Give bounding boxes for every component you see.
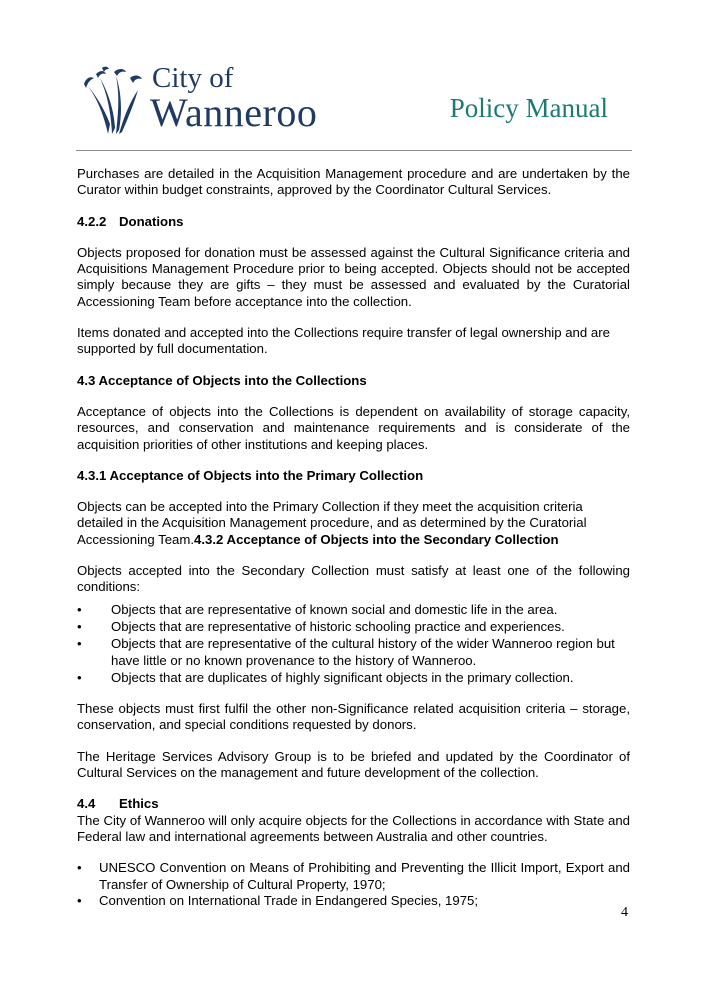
logo-city-text: City of [152, 62, 234, 94]
heading-number: 4.2.2 [77, 213, 107, 229]
heading-donations [77, 214, 630, 230]
logo-wanneroo-text: Wanneroo [150, 90, 318, 135]
document-body [77, 166, 630, 924]
heading-acceptance: 4.3 Acceptance of Objects into the Collections [77, 372, 367, 388]
secondary-conditions-list [77, 602, 630, 686]
heading-number: 4.4 [77, 796, 96, 812]
heading-secondary-collection: 4.3.2 Acceptance of Objects into the Secondary Collection [194, 531, 559, 547]
bullet-icon: • [77, 618, 82, 634]
list-item: • Objects that are representative of known social and domestic life in the area. [77, 601, 558, 617]
bullet-icon: • [77, 601, 82, 617]
heading-text: Donations [119, 213, 184, 229]
document-title: Policy Manual [449, 93, 608, 123]
paragraph-secondary-intro: Objects accepted into the Secondary Collection must satisfy at least one of the following conditions: [77, 563, 630, 595]
paragraph-heritage-group: The Heritage Services Advisory Group is to be briefed and updated by the Coordinator of Cultural Services on the management and future development of the collection. [77, 748, 630, 781]
list-item: • Convention on International Trade in Endangered Species, 1975; [77, 892, 479, 908]
bullet-icon: • [77, 892, 82, 908]
bullet-icon: • [77, 860, 82, 876]
list-item: • Objects that are representative of historic schooling practice and experiences. [77, 618, 565, 634]
paragraph-donations-criteria: Objects proposed for donation must be assessed against the Cultural Significance criteria and Acquisitions Management Procedure prior to being accepted. Objects should not be accepted simply because they are gifts – they must be assessed and evaluated by the Curatorial Accessioning Team before acceptance into the collection. [77, 244, 630, 309]
page-number: 4 [621, 905, 628, 920]
bullet-icon: • [77, 636, 82, 652]
paragraph-donations-ownership: Items donated and accepted into the Collections require transfer of legal ownership and are supported by full documentation. [77, 325, 610, 357]
primary-collection-text: Objects can be accepted into the Primary Collection if they meet the acquisition criteria detailed in the Acquisition Management procedure, and as determined by the Curatorial Accessioning Team. [77, 499, 587, 547]
heading-ethics [77, 796, 630, 812]
list-item: • UNESCO Convention on Means of Prohibiting and Preventing the Illicit Import, Export and Transfer of Ownership of Cultural Property, 1970; [77, 860, 630, 892]
heading-primary-collection: 4.3.1 Acceptance of Objects into the Primary Collection [77, 467, 424, 483]
ethics-conventions-list [77, 860, 630, 909]
header-divider [76, 150, 632, 151]
paragraph-ethics: The City of Wanneroo will only acquire objects for the Collections in accordance with State and Federal law and international agreements between Australia and other countries. [77, 812, 630, 844]
bullet-icon: • [77, 669, 82, 685]
list-item: • Objects that are duplicates of highly significant objects in the primary collection. [77, 669, 574, 685]
wanneroo-logo-icon [78, 64, 150, 136]
paragraph-purchases: Purchases are detailed in the Acquisition Management procedure and are undertaken by the Curator within budget constraints, approved by the Coordinator Cultural Services. [77, 166, 630, 198]
list-item: • Objects that are representative of the cultural history of the wider Wanneroo region but have little or no known provenance to the history of Wanneroo. [77, 636, 615, 668]
paragraph-acceptance: Acceptance of objects into the Collections is dependent on availability of storage capacity, resources, and conservation and maintenance requirements and is considerate of the acquisition priorities of other institutions and keeping places. [77, 403, 630, 452]
paragraph-non-significance: These objects must first fulfil the other non-Significance related acquisition criteria – storage, conservation, and special conditions requested by donors. [77, 701, 630, 733]
paragraph-primary-collection [77, 499, 630, 548]
heading-text: Ethics [119, 796, 159, 812]
